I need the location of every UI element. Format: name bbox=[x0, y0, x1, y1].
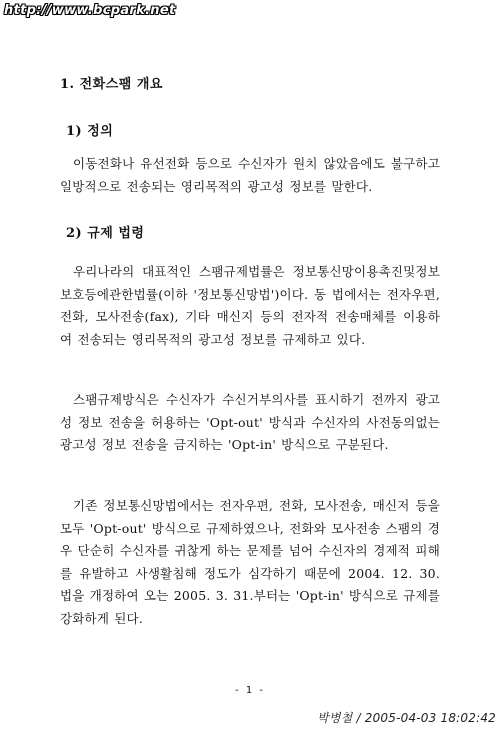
author-signature-timestamp: 박병철 / 2005-04-03 18:02:42 bbox=[317, 711, 496, 725]
subsection-title-definition: 1) 정의 bbox=[66, 124, 114, 139]
subsection-title-regulation: 2) 규제 법령 bbox=[66, 226, 145, 241]
page-number: - 1 - bbox=[235, 685, 265, 696]
watermark-url: http://www.bcpark.net bbox=[4, 3, 176, 18]
paragraph-definition: 이동전화나 유선전화 등으로 수신자가 원치 않았음에도 불구하고 일방적으로 전송되는 영리목적의 광고성 정보를 말한다. bbox=[60, 156, 440, 194]
section-title: 1. 전화스팸 개요 bbox=[60, 77, 163, 92]
paragraph-regulation-amendment: 기존 정보통신망법에서는 전자우편, 전화, 모사전송, 매신저 등을 모두 'Opt-out' 방식으로 규제하였으나, 전화와 모사전송 스팸의 경우 단순히 수신자를 귀찮게 하는 문제를 넘어 수신자의 경제적 피해를 유발하고 사생활침해 정도가 심각하기 때문에 2004. 12. 30. 법을 개정하여 오는 2005. 3. 31.부터는 'Opt-in' 방식으로 규제를 강화하게 된다. bbox=[60, 498, 440, 626]
paragraph-regulation-law: 우리나라의 대표적인 스팸규제법률은 정보통신망이용촉진및정보보호등에관한법률(이하 '정보통신망법')이다. 동 법에서는 전자우편, 전화, 모사전송(fax), 기타 매신지 등의 전자적 전송매체를 이용하여 전송되는 영리목적의 광고성 정보를 규제하고 있다. bbox=[60, 264, 440, 347]
paragraph-regulation-method: 스팸규제방식은 수신자가 수신거부의사를 표시하기 전까지 광고성 정보 전송을 허용하는 'Opt-out' 방식과 수신자의 사전동의없는 광고성 정보 전송을 금지하는 'Opt-in' 방식으로 구분된다. bbox=[60, 392, 440, 453]
